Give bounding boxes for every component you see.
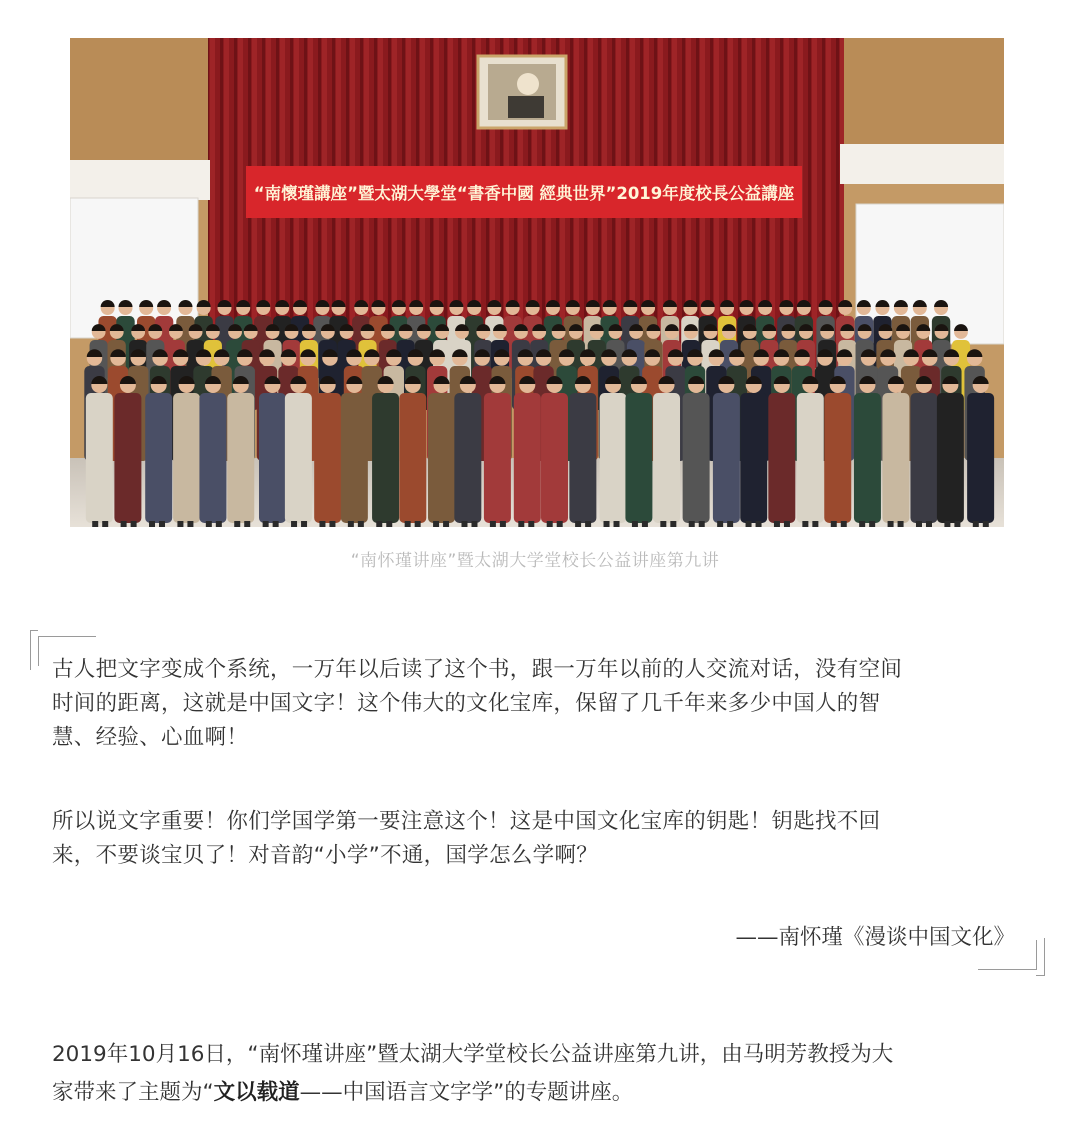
quote-corner-top-left-inner-h — [38, 636, 96, 637]
person-body — [454, 393, 481, 523]
person-body — [227, 393, 254, 523]
person-body — [428, 393, 455, 523]
person-body — [86, 393, 113, 523]
person-leg — [490, 521, 496, 527]
person-leg — [319, 521, 325, 527]
person-body — [285, 393, 312, 523]
quote-corner-bottom-right-inner — [1036, 940, 1037, 970]
banner-text: “南懷瑾講座”暨太湖大學堂“書香中國 經典世界”2019年度校長公益講座 — [253, 184, 795, 203]
person-leg — [802, 521, 808, 527]
person-leg — [102, 521, 108, 527]
crowd — [84, 300, 994, 527]
person-body — [114, 393, 141, 523]
person-leg — [660, 521, 666, 527]
quote-corner-top-left-h — [30, 630, 38, 631]
person-leg — [149, 521, 155, 527]
person-leg — [727, 521, 733, 527]
person-leg — [746, 521, 752, 527]
person-leg — [358, 521, 364, 527]
person-body — [854, 393, 881, 523]
person-body — [937, 393, 964, 523]
quote-paragraph-2 — [52, 805, 1022, 873]
photo-caption: “南怀瑾讲座”暨太湖大学堂校长公益讲座第九讲 — [350, 551, 720, 571]
person-leg — [614, 521, 620, 527]
person-leg — [348, 521, 354, 527]
quote-corner-bottom-right-inner-h — [978, 969, 1036, 970]
person-body — [653, 393, 680, 523]
person-body — [797, 393, 824, 523]
article-line: 2019年10月16日，“南怀瑾讲座”暨太湖大学堂校长公益讲座第九讲，由马明芳教授为大 — [52, 1042, 894, 1067]
person-leg — [301, 521, 307, 527]
person-leg — [831, 521, 837, 527]
person-leg — [859, 521, 865, 527]
person-leg — [944, 521, 950, 527]
person-body — [541, 393, 568, 523]
person-leg — [983, 521, 989, 527]
person-leg — [585, 521, 591, 527]
person-leg — [717, 521, 723, 527]
person-leg — [415, 521, 421, 527]
person-leg — [273, 521, 279, 527]
quote-corner-top-left — [30, 630, 31, 670]
person-leg — [159, 521, 165, 527]
group-photo — [70, 38, 1004, 527]
person-leg — [92, 521, 98, 527]
person-leg — [926, 521, 932, 527]
quote-line: 时间的距离，这就是中国文字！这个伟大的文化宝库，保留了几千年来多少中国人的智 — [52, 691, 881, 716]
person-leg — [433, 521, 439, 527]
group-photo-illustration — [70, 38, 1004, 527]
quote-line: 来，不要谈宝贝了！对音韵“小学”不通，国学怎么学啊？ — [52, 843, 599, 868]
person-leg — [329, 521, 335, 527]
person-leg — [557, 521, 563, 527]
person-leg — [528, 521, 534, 527]
person-leg — [632, 521, 638, 527]
person-body — [173, 393, 200, 523]
person-body — [824, 393, 851, 523]
person-leg — [244, 521, 250, 527]
person-leg — [642, 521, 648, 527]
quote-paragraph-1 — [52, 653, 1022, 755]
person-body — [569, 393, 596, 523]
person-body — [768, 393, 795, 523]
person-leg — [784, 521, 790, 527]
person-leg — [386, 521, 392, 527]
person-leg — [689, 521, 695, 527]
portrait-frame — [478, 56, 566, 128]
article-text: 家带来了主题为“ — [52, 1080, 214, 1105]
person-leg — [954, 521, 960, 527]
person-leg — [670, 521, 676, 527]
person-leg — [699, 521, 705, 527]
person-leg — [291, 521, 297, 527]
person-leg — [131, 521, 137, 527]
quote-corner-bottom-right — [1044, 938, 1045, 975]
person-leg — [973, 521, 979, 527]
person-body — [514, 393, 541, 523]
person-leg — [443, 521, 449, 527]
person-body — [399, 393, 426, 523]
person-leg — [263, 521, 269, 527]
person-leg — [604, 521, 610, 527]
person-leg — [575, 521, 581, 527]
article-paragraph — [52, 1036, 1042, 1112]
person-leg — [376, 521, 382, 527]
person-leg — [121, 521, 127, 527]
person-body — [882, 393, 909, 523]
person-leg — [774, 521, 780, 527]
person-leg — [547, 521, 553, 527]
quote-line: 古人把文字变成个系统，一万年以后读了这个书，跟一万年以前的人交流对话，没有空间 — [52, 657, 903, 682]
person-body — [683, 393, 710, 523]
person-leg — [234, 521, 240, 527]
person-body — [625, 393, 652, 523]
article-line — [52, 1074, 1042, 1112]
person-leg — [812, 521, 818, 527]
person-body — [314, 393, 341, 523]
person-body — [372, 393, 399, 523]
person-body — [199, 393, 226, 523]
article-text: ——中国语言文字学”的专题讲座。 — [299, 1080, 634, 1105]
person-leg — [888, 521, 894, 527]
quote-line: 所以说文字重要！你们学国学第一要注意这个！这是中国文化宝库的钥匙！钥匙找不回 — [52, 809, 881, 834]
quote-corner-bottom-right-h — [1036, 975, 1045, 976]
person-leg — [206, 521, 212, 527]
person-leg — [500, 521, 506, 527]
person-body — [484, 393, 511, 523]
person-leg — [898, 521, 904, 527]
person-body — [740, 393, 767, 523]
person-leg — [916, 521, 922, 527]
person-leg — [518, 521, 524, 527]
person-leg — [869, 521, 875, 527]
person-body — [967, 393, 994, 523]
person-body — [910, 393, 937, 523]
lecture-title-bold: 文以载道 — [213, 1080, 300, 1105]
person-leg — [187, 521, 193, 527]
quote-corner-top-left-inner — [38, 636, 39, 666]
person-leg — [177, 521, 183, 527]
person-body — [259, 393, 286, 523]
person-body — [341, 393, 368, 523]
person-leg — [756, 521, 762, 527]
person-leg — [405, 521, 411, 527]
person-leg — [216, 521, 222, 527]
person-leg — [461, 521, 467, 527]
person-body — [713, 393, 740, 523]
person-body — [600, 393, 627, 523]
person-body — [145, 393, 172, 523]
quote-line: 慧、经验、心血啊！ — [52, 725, 249, 750]
quote-attribution: ——南怀瑾《漫谈中国文化》 — [735, 925, 1015, 950]
person-leg — [841, 521, 847, 527]
event-banner — [246, 166, 802, 218]
person-leg — [471, 521, 477, 527]
